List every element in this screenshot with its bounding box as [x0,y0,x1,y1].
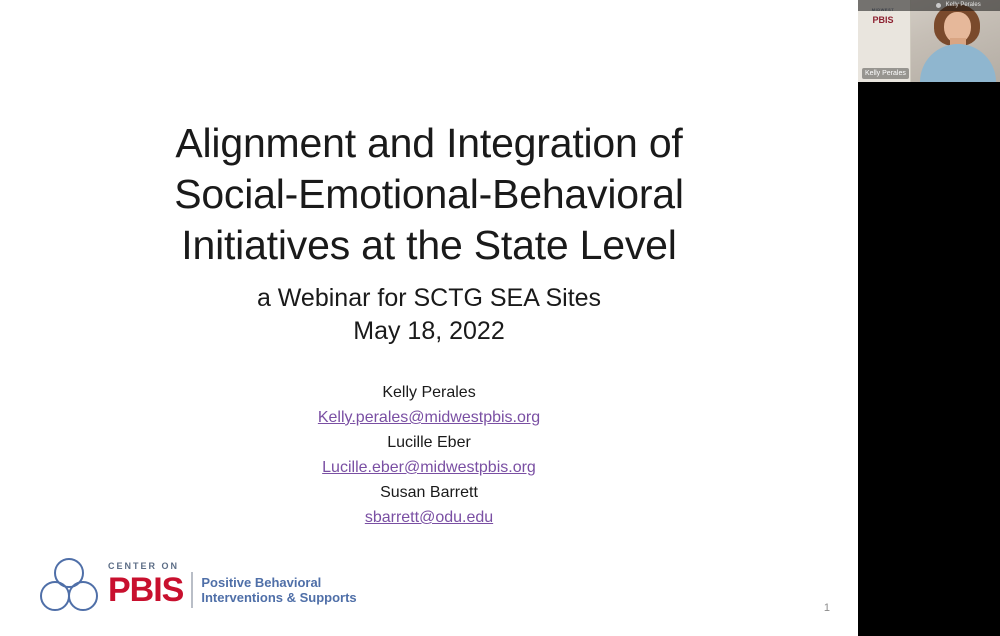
video-topbar-name: Kelly Perales [945,2,981,8]
slide-subtitle [60,282,798,348]
presenter-email-link[interactable]: Kelly.perales@midwestpbis.org [317,409,541,426]
participant-name-label: Kelly Perales [862,68,909,79]
logo-eyebrow: CENTER ON [108,561,180,571]
presenter-name: Lucille Eber [387,434,471,451]
logo-tagline-line-1: Positive Behavioral [201,575,322,590]
participant-video-tile[interactable] [858,0,1000,82]
video-tile-topbar [858,0,1000,11]
venn-rings-icon [38,557,100,613]
logo-tagline [201,575,356,605]
pbis-logo [38,554,357,616]
presenter-name: Susan Barrett [380,484,478,501]
microphone-icon[interactable] [936,3,941,8]
background-logo-acronym: PBIS [872,15,894,25]
slide-subtitle-line-2: May 18, 2022 [353,317,505,345]
slide-number: 1 [823,602,830,614]
video-panel [858,0,1000,636]
presenter-list [60,380,798,530]
slide-subtitle-line-1: a Webinar for SCTG SEA Sites [256,284,602,312]
slide-title-line-3: Initiatives at the State Level [181,222,677,268]
presenter-email-link[interactable]: Lucille.eber@midwestpbis.org [322,459,536,476]
logo-tagline-line-2: Interventions & Supports [201,590,357,605]
presenter-email-link[interactable]: sbarrett@odu.edu [364,509,494,526]
slide-title-line-1: Alignment and Integration of [175,120,683,166]
pbis-logo-text [108,562,357,608]
logo-acronym: PBIS [108,571,184,609]
slide-title [60,118,798,271]
presenter-name: Kelly Perales [382,384,476,401]
logo-divider [191,572,193,608]
slide-title-line-2: Social-Emotional-Behavioral [174,171,684,217]
